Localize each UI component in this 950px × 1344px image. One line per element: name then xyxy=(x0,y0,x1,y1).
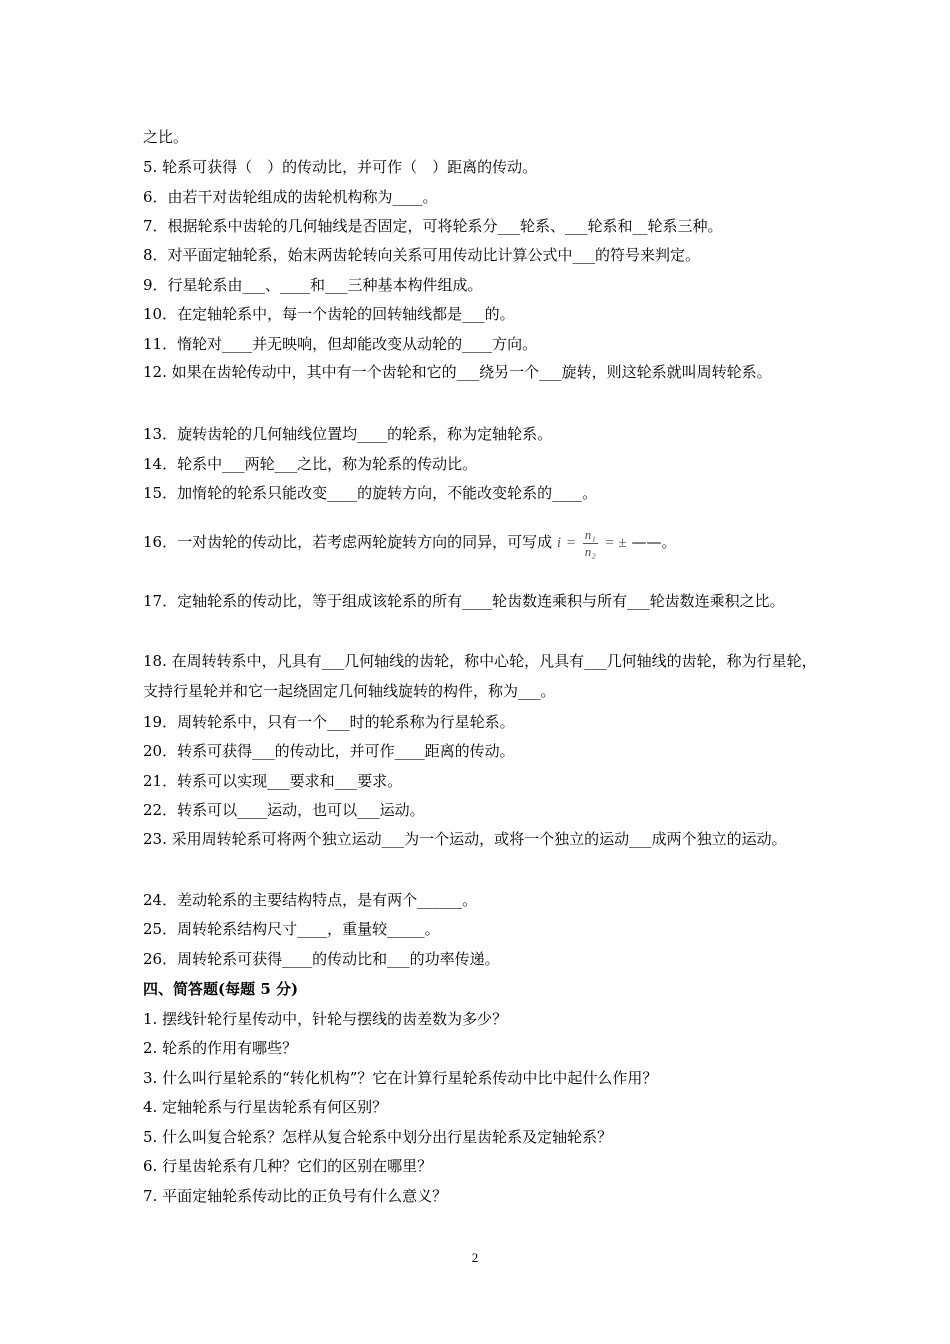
fill-question-20: 20．转系可获得___的传动比，并可作____距离的传动。 xyxy=(143,742,515,760)
ratio-symbol: i xyxy=(556,535,562,551)
ratio-fraction xyxy=(583,527,598,560)
fill-question-11: 11．惰轮对____并无映响，但却能改变从动轮的____方向。 xyxy=(143,335,538,353)
section-heading: 四、简答题(每题 5 分) xyxy=(143,980,299,998)
fill-question-21: 21．转系可以实现___要求和___要求。 xyxy=(143,772,403,790)
fraction-denominator: n₂ xyxy=(584,543,596,559)
plus-minus-sign: = ± xyxy=(604,535,627,551)
fill-question-17: 17．定轴轮系的传动比，等于组成该轮系的所有____轮齿数连乘积与所有___轮齿数连乘积之比。 xyxy=(143,592,785,610)
q16-blank: ——。 xyxy=(631,533,677,551)
fill-question-7: 7．根据轮系中齿轮的几何轴线是否固定，可将轮系分___轮系、___轮系和__轮系三种。 xyxy=(143,217,723,235)
short-question-1: 1. 摆线针轮行星传动中，针轮与摆线的齿差数为多少？ xyxy=(143,1010,508,1028)
short-question-3: 3. 什么叫行星轮系的“转化机构”？它在计算行星轮系传动中比中起什么作用？ xyxy=(143,1069,658,1087)
fill-question-8: 8．对平面定轴轮系，始末两齿轮转向关系可用传动比计算公式中___的符号来判定。 xyxy=(143,246,701,264)
fill-question-14: 14．轮系中___两轮___之比，称为轮系的传动比。 xyxy=(143,455,478,473)
fill-question-18: 18. 在周转转系中，凡具有___几何轴线的齿轮，称中心轮，凡具有___几何轴线的齿轮，称为行星轮，支持行星轮并和它一起绕固定几何轴线旋转的构件，称为___。 xyxy=(143,652,817,700)
fill-question-6: 6．由若干对齿轮组成的齿轮机构称为____。 xyxy=(143,188,438,206)
short-question-6: 6. 行星齿轮系有几种？它们的区别在哪里？ xyxy=(143,1157,433,1175)
fill-question-5: 5. 轮系可获得（ ）的传动比，并可作（ ）距离的传动。 xyxy=(143,158,538,176)
text-line: 之比。 xyxy=(143,128,189,146)
fill-question-15: 15．加惰轮的轮系只能改变____的旋转方向，不能改变轮系的____。 xyxy=(143,484,598,502)
fill-question-13: 13．旋转齿轮的几何轴线位置均____的轮系，称为定轴轮系。 xyxy=(143,425,553,443)
short-question-5: 5. 什么叫复合轮系？怎样从复合轮系中划分出行星齿轮系及定轴轮系？ xyxy=(143,1128,613,1146)
fill-question-23: 23. 采用周转轮系可将两个独立运动___为一个运动，或将一个独立的运动___成两个独立的运动。 xyxy=(143,830,787,848)
fill-question-22: 22．转系可以____运动，也可以___运动。 xyxy=(143,801,425,819)
q16-text: 16．一对齿轮的传动比，若考虑两轮旋转方向的同异，可写成 xyxy=(143,533,553,551)
short-question-7: 7. 平面定轴轮系传动比的正负号有什么意义？ xyxy=(143,1187,448,1205)
fill-question-10: 10．在定轴轮系中，每一个齿轮的回转轴线都是___的。 xyxy=(143,305,515,323)
fill-question-9: 9．行星轮系由___、____和___三种基本构件组成。 xyxy=(143,276,483,294)
fill-question-25: 25．周转轮系结构尺寸____，重量较_____。 xyxy=(143,920,440,938)
fill-question-16 xyxy=(143,520,823,564)
fill-question-24: 24．差动轮系的主要结构特点，是有两个______。 xyxy=(143,891,478,909)
page-number: 2 xyxy=(471,1250,479,1265)
short-question-2: 2. 轮系的作用有哪些？ xyxy=(143,1039,298,1057)
fill-question-19: 19．周转轮系中，只有一个___时的轮系称为行星轮系。 xyxy=(143,713,515,731)
fill-question-12: 12. 如果在齿轮传动中，其中有一个齿轮和它的___绕另一个___旋转，则这轮系就叫周转轮系。 xyxy=(143,363,772,381)
equals-sign: = xyxy=(565,535,576,551)
short-question-4: 4. 定轴轮系与行星齿轮系有何区别？ xyxy=(143,1098,388,1116)
fraction-numerator: n₁ xyxy=(584,526,596,542)
fill-question-26: 26．周转轮系可获得____的传动比和___的功率传递。 xyxy=(143,950,500,968)
